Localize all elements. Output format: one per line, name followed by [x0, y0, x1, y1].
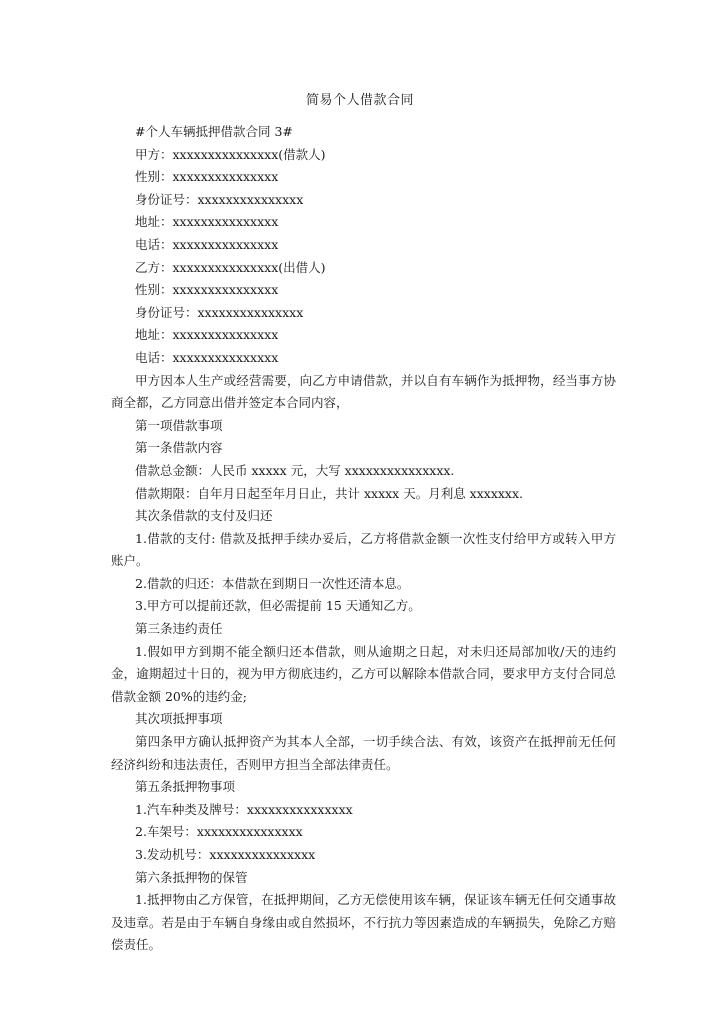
breach-clause-1: 1.假如甲方到期不能全额归还本借款，则从逾期之日起，对未归还局部加收/天的违约金，逾期超过十日的，视为甲方彻底违约，乙方可以解除本借款合同，要求甲方支付合同总借款金额 20%的违约金; [111, 643, 616, 704]
preamble-paragraph: 甲方因本人生产或经营需要，向乙方申请借款，并以自有车辆作为抵押物，经当事方协商全都，乙方同意出借并签定本合同内容， [111, 372, 616, 411]
article-1-heading: 第一条借款内容 [135, 440, 223, 456]
loan-term: 借款期限：自年月日起至年月日止，共计 xxxxx 天。月利息 xxxxxxx. [135, 485, 523, 501]
payment-clause-2: 2.借款的归还：本借款在到期日一次性还清本息。 [135, 575, 410, 591]
contract-subtitle: #个人车辆抵押借款合同 3# [135, 124, 293, 139]
payment-clause-1: 1.借款的支付: 借款及抵押手续办妥后，乙方将借款金额一次性支付给甲方或转入甲方账户。 [111, 530, 616, 569]
article-6-heading: 第六条抵押物的保管 [135, 869, 248, 885]
document-title: 简易个人借款合同 [305, 93, 414, 108]
party-a-name: 甲方：xxxxxxxxxxxxxxx(借款人) [135, 146, 326, 162]
section-2-heading: 其次项抵押事项 [135, 711, 223, 727]
vehicle-type-plate: 1.汽车种类及牌号：xxxxxxxxxxxxxxx [135, 801, 353, 817]
vehicle-frame-number: 2.车架号：xxxxxxxxxxxxxxx [135, 824, 303, 840]
party-b-name: 乙方：xxxxxxxxxxxxxxx(出借人) [135, 259, 326, 275]
custody-clause-1: 1.抵押物由乙方保管，在抵押期间，乙方无偿使用该车辆，保证该车辆无任何交通事故及违章。若是由于车辆自身缘由或自然损坏，不行抗力等因素造成的车辆损失，免除乙方赔偿责任。 [111, 892, 616, 953]
vehicle-engine-number: 3.发动机号：xxxxxxxxxxxxxxx [135, 847, 316, 862]
payment-clause-3: 3.甲方可以提前还款，但必需提前 15 天通知乙方。 [135, 598, 421, 614]
party-a-phone: 电话：xxxxxxxxxxxxxxx [135, 236, 279, 252]
party-a-id-number: 身份证号：xxxxxxxxxxxxxxx [135, 191, 304, 207]
document-body [111, 121, 616, 957]
party-b-address: 地址：xxxxxxxxxxxxxxx [135, 327, 279, 343]
section-1-heading: 第一项借款事项 [135, 417, 223, 433]
party-a-gender: 性别：xxxxxxxxxxxxxxx [135, 169, 279, 185]
party-a-address: 地址：xxxxxxxxxxxxxxx [135, 214, 279, 230]
article-2-heading: 其次条借款的支付及归还 [135, 508, 273, 524]
loan-amount: 借款总金额：人民币 xxxxx 元，大写 xxxxxxxxxxxxxxx. [135, 462, 455, 478]
article-4-paragraph: 第四条甲方确认抵押资产为其本人全部，一切手续合法、有效，该资产在抵押前无任何经济纠纷和违法责任，否则甲方担当全部法律责任。 [111, 734, 616, 772]
article-3-heading: 第三条违约责任 [135, 621, 223, 637]
article-5-heading: 第五条抵押物事项 [135, 779, 236, 795]
party-b-phone: 电话：xxxxxxxxxxxxxxx [135, 349, 279, 365]
party-b-id-number: 身份证号：xxxxxxxxxxxxxxx [135, 304, 304, 320]
party-b-gender: 性别：xxxxxxxxxxxxxxx [135, 282, 279, 298]
